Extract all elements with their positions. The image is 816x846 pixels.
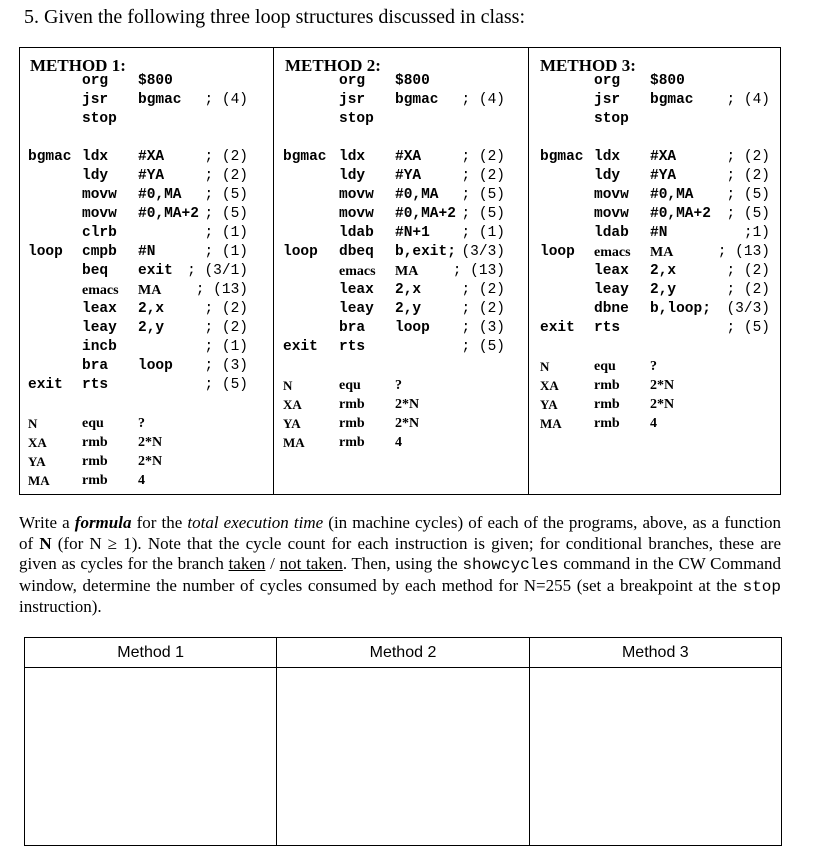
code-operand: #0,MA: [138, 187, 182, 203]
code-operand: MA: [395, 264, 419, 279]
showcycles-command: showcycles: [462, 556, 559, 574]
cycle-count: ; (2): [726, 282, 770, 298]
code-operand: ?: [650, 359, 657, 374]
code-mnemonic: emacs: [82, 283, 119, 298]
code-mnemonic: jsr: [594, 92, 621, 108]
answer-table: [24, 637, 782, 846]
code-mnemonic: equ: [82, 416, 104, 431]
code-operand: #0,MA: [650, 187, 694, 203]
code-mnemonic: bra: [339, 320, 366, 336]
column-divider: [273, 48, 274, 494]
cycle-count: ; (4): [726, 92, 770, 108]
cycle-count: (3/3): [726, 301, 770, 317]
code-mnemonic: rmb: [82, 435, 108, 450]
code-mnemonic: dbne: [594, 301, 629, 317]
code-label: bgmac: [540, 149, 584, 165]
cycle-count: ; (5): [726, 206, 770, 222]
cycle-count: ; (5): [204, 377, 248, 393]
code-operand: ?: [395, 378, 402, 393]
code-operand: #XA: [650, 149, 677, 165]
cycle-count: ; (2): [204, 320, 248, 336]
cycle-count: ; (1): [204, 244, 248, 260]
cycle-count: ; (5): [461, 339, 505, 355]
cycle-count: ; (13): [717, 244, 770, 260]
code-mnemonic: ldx: [82, 149, 109, 165]
code-operand: 2,x: [650, 263, 677, 279]
column-divider: [528, 48, 529, 494]
cycle-count: ; (2): [204, 168, 248, 184]
code-operand: 2,x: [138, 301, 165, 317]
cycle-count: ; (1): [204, 339, 248, 355]
cycle-count: ; (2): [204, 301, 248, 317]
method-title: METHOD 2:: [285, 56, 381, 75]
code-operand: #N: [650, 225, 668, 241]
code-operand: bgmac: [138, 92, 182, 108]
code-mnemonic: leay: [339, 301, 374, 317]
code-operand: MA: [650, 245, 674, 260]
code-operand: $800: [395, 73, 430, 89]
code-mnemonic: ldy: [82, 168, 109, 184]
code-mnemonic: movw: [339, 187, 374, 203]
code-mnemonic: equ: [339, 378, 361, 393]
code-mnemonic: org: [594, 73, 621, 89]
instructions-paragraph: Write a formula for the total execution time (in machine cycles) of each of the programs, above, as a function of N (for N ≥ 1). Note that the cycle count for each instruction is given; for conditional branches, these are given as cycles for the branch taken / not taken. Then, using the showcycles command in the CW Command window, determine the number of cycles consumed by each method for N=255 (set a breakpoint at the stop instruction).: [19, 513, 782, 616]
code-operand: loop: [138, 358, 173, 374]
code-mnemonic: rmb: [594, 397, 620, 412]
cycle-count: ; (13): [452, 263, 505, 279]
formula-term: formula: [74, 513, 132, 532]
code-mnemonic: dbeq: [339, 244, 374, 260]
code-mnemonic: rmb: [339, 397, 365, 412]
code-operand: loop: [395, 320, 430, 336]
code-operand: ?: [138, 416, 145, 431]
method-2-header: Method 2: [277, 638, 529, 668]
cycle-count: ; (5): [204, 187, 248, 203]
cycle-count: ; (13): [195, 282, 248, 298]
cycle-count: ; (2): [461, 149, 505, 165]
code-operand: #N+1: [395, 225, 430, 241]
code-mnemonic: clrb: [82, 225, 117, 241]
cycle-count: ; (1): [204, 225, 248, 241]
cycle-count: ; (3/1): [187, 263, 248, 279]
code-mnemonic: ldy: [339, 168, 366, 184]
code-label: N: [28, 416, 38, 431]
code-mnemonic: bra: [82, 358, 109, 374]
cycle-count: ; (2): [461, 282, 505, 298]
code-label: XA: [28, 435, 47, 450]
code-operand: #YA: [650, 168, 677, 184]
code-operand: 2*N: [138, 435, 163, 450]
code-mnemonic: jsr: [339, 92, 366, 108]
code-operand: #0,MA+2: [395, 206, 456, 222]
code-mnemonic: equ: [594, 359, 616, 374]
code-mnemonic: ldab: [594, 225, 629, 241]
code-operand: exit: [138, 263, 173, 279]
code-mnemonic: rmb: [594, 378, 620, 393]
code-label: loop: [540, 244, 575, 260]
code-mnemonic: cmpb: [82, 244, 117, 260]
code-operand: 2*N: [650, 397, 675, 412]
code-label: loop: [28, 244, 63, 260]
method-1-answer-cell[interactable]: [25, 668, 277, 846]
code-mnemonic: rmb: [339, 416, 365, 431]
code-mnemonic: stop: [82, 111, 117, 127]
code-operand: #YA: [395, 168, 422, 184]
cycle-count: ; (5): [461, 187, 505, 203]
cycle-count: (3/3): [461, 244, 505, 260]
code-mnemonic: rts: [339, 339, 366, 355]
cycle-count: ; (2): [726, 263, 770, 279]
code-operand: #YA: [138, 168, 165, 184]
code-label: MA: [283, 435, 305, 450]
code-label: exit: [540, 320, 575, 336]
code-mnemonic: rmb: [594, 416, 620, 431]
code-mnemonic: ldx: [339, 149, 366, 165]
cycle-count: ; (2): [204, 149, 248, 165]
code-operand: $800: [138, 73, 173, 89]
cycle-count: ; (2): [726, 149, 770, 165]
code-mnemonic: org: [339, 73, 366, 89]
code-operand: 2,y: [395, 301, 422, 317]
code-mnemonic: leax: [594, 263, 629, 279]
not-taken-term: not taken: [279, 554, 343, 573]
code-operand: #XA: [395, 149, 422, 165]
code-operand: MA: [138, 283, 162, 298]
code-operand: 2*N: [650, 378, 675, 393]
code-operand: 2,x: [395, 282, 422, 298]
cycle-count: ; (2): [726, 168, 770, 184]
code-mnemonic: rts: [82, 377, 109, 393]
code-operand: 2,y: [138, 320, 165, 336]
code-operand: #0,MA+2: [650, 206, 711, 222]
code-operand: bgmac: [650, 92, 694, 108]
code-label: exit: [28, 377, 63, 393]
code-mnemonic: beq: [82, 263, 109, 279]
cycle-count: ; (3): [204, 358, 248, 374]
code-operand: 4: [650, 416, 657, 431]
cycle-count: ; (2): [461, 301, 505, 317]
method-title: METHOD 3:: [540, 56, 636, 75]
code-label: N: [283, 378, 293, 393]
code-mnemonic: jsr: [82, 92, 109, 108]
code-label: YA: [28, 454, 46, 469]
code-mnemonic: emacs: [594, 245, 631, 260]
code-operand: #0,MA: [395, 187, 439, 203]
code-label: YA: [283, 416, 301, 431]
code-mnemonic: ldy: [594, 168, 621, 184]
code-mnemonic: movw: [339, 206, 374, 222]
cycle-count: ; (1): [461, 225, 505, 241]
method-2-answer-cell[interactable]: [277, 668, 529, 846]
cycle-count: ; (3): [461, 320, 505, 336]
code-mnemonic: stop: [594, 111, 629, 127]
code-mnemonic: ldx: [594, 149, 621, 165]
code-label: XA: [283, 397, 302, 412]
code-label: loop: [283, 244, 318, 260]
code-mnemonic: rts: [594, 320, 621, 336]
code-label: bgmac: [28, 149, 72, 165]
code-mnemonic: rmb: [82, 454, 108, 469]
code-mnemonic: movw: [594, 187, 629, 203]
code-operand: b,exit;: [395, 244, 456, 260]
code-operand: #0,MA+2: [138, 206, 199, 222]
cycle-count: ;1): [743, 225, 770, 241]
code-operand: #XA: [138, 149, 165, 165]
code-mnemonic: stop: [339, 111, 374, 127]
code-mnemonic: leay: [82, 320, 117, 336]
code-operand: 2,y: [650, 282, 677, 298]
code-label: MA: [540, 416, 562, 431]
taken-term: taken: [228, 554, 266, 573]
cycle-count: ; (4): [204, 92, 248, 108]
stop-instruction: stop: [742, 577, 781, 596]
code-mnemonic: org: [82, 73, 109, 89]
code-operand: 2*N: [395, 416, 420, 431]
code-operand: 4: [138, 473, 145, 488]
code-mnemonic: leax: [339, 282, 374, 298]
code-mnemonic: leax: [82, 301, 117, 317]
code-operand: 2*N: [138, 454, 163, 469]
cycle-count: ; (5): [726, 320, 770, 336]
method-1-header: Method 1: [25, 638, 277, 668]
code-label: exit: [283, 339, 318, 355]
code-label: XA: [540, 378, 559, 393]
code-mnemonic: leay: [594, 282, 629, 298]
code-label: YA: [540, 397, 558, 412]
code-mnemonic: movw: [82, 206, 117, 222]
code-mnemonic: movw: [594, 206, 629, 222]
code-label: bgmac: [283, 149, 327, 165]
cycle-count: ; (2): [461, 168, 505, 184]
cycle-count: ; (5): [204, 206, 248, 222]
cycle-count: ; (5): [726, 187, 770, 203]
code-operand: $800: [650, 73, 685, 89]
code-operand: #N: [138, 244, 156, 260]
code-mnemonic: ldab: [339, 225, 374, 241]
code-operand: 2*N: [395, 397, 420, 412]
code-mnemonic: emacs: [339, 264, 376, 279]
code-mnemonic: rmb: [82, 473, 108, 488]
code-label: N: [540, 359, 550, 374]
code-operand: 4: [395, 435, 402, 450]
code-mnemonic: incb: [82, 339, 117, 355]
methods-table: [19, 47, 781, 495]
code-label: MA: [28, 473, 50, 488]
code-operand: b,loop;: [650, 301, 711, 317]
code-operand: bgmac: [395, 92, 439, 108]
cycle-count: ; (4): [461, 92, 505, 108]
method-3-header: Method 3: [529, 638, 781, 668]
code-mnemonic: movw: [82, 187, 117, 203]
code-mnemonic: rmb: [339, 435, 365, 450]
cycle-count: ; (5): [461, 206, 505, 222]
total-time-term: total execution time: [187, 513, 324, 532]
method-3-answer-cell[interactable]: [529, 668, 781, 846]
method-title: METHOD 1:: [30, 56, 126, 75]
question-heading: 5. Given the following three loop structures discussed in class:: [24, 6, 526, 28]
